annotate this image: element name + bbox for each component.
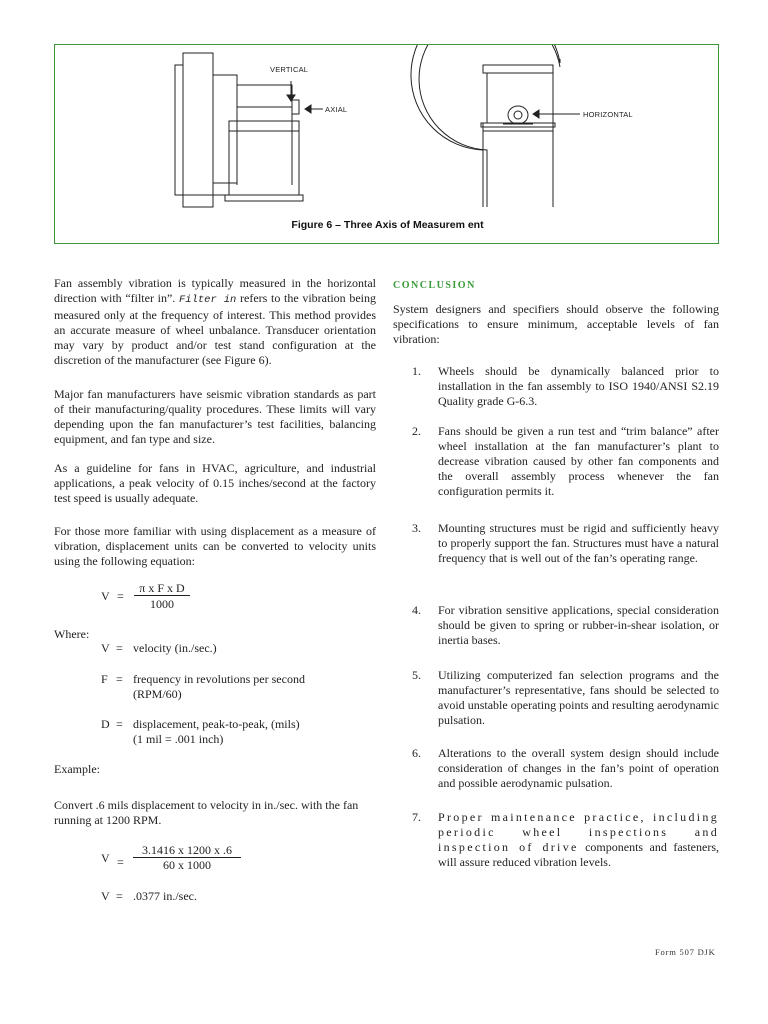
def-d-text-2: (1 mil = .001 inch) <box>133 732 224 746</box>
def-d-symbol: D <box>101 717 110 731</box>
equation-lhs: V <box>101 589 110 603</box>
list-item-7-text: Proper maintenance practice, including periodic wheel inspections and inspection of drive components and fasteners, will assure reduced vibration levels. <box>438 810 719 869</box>
paragraph-seismic-standards: Major fan manufacturers have seismic vibration standards as part of their manufacturing/quality procedures. These limits will vary depending upon the fan manufacturer’s test facilities, balancing equipment, and fan type and size. <box>54 387 376 446</box>
example-label: Example: <box>54 762 100 776</box>
def-v-equals: = <box>116 641 123 655</box>
list-item-4-text: For vibration sensitive applications, special consideration should be given to spring or rubber-in-shear isolation, or inertia bases. <box>438 603 719 647</box>
vertical-arrow <box>287 81 295 101</box>
def-d-equals: = <box>116 717 123 731</box>
list-item-3-number: 3. <box>412 521 421 535</box>
list-item-6-number: 6. <box>412 746 421 760</box>
list-item-7-number: 7. <box>412 810 421 824</box>
def-v-text: velocity (in./sec.) <box>133 641 217 655</box>
result-lhs: V <box>101 889 110 903</box>
def-f-symbol: F <box>101 672 108 686</box>
result-value: .0377 in./sec. <box>133 889 197 903</box>
label-axial: AXIAL <box>325 105 348 114</box>
def-f-equals: = <box>116 672 123 686</box>
def-v-symbol: V <box>101 641 110 655</box>
list-item-5-text: Utilizing computerized fan selection programs and the manufacturer’s representative, fans should be selected to avoid unstable operating points and resulting aerodynamic pulsation. <box>438 668 719 727</box>
paragraph-displacement: For those more familiar with using displacement as a measure of vibration, displacement units can be converted to velocity units using the following equation: <box>54 524 376 568</box>
fraction-line <box>134 595 190 596</box>
horizontal-arrow <box>533 110 580 118</box>
paragraph-guideline: As a guideline for fans in HVAC, agriculture, and industrial applications, a peak velocity of 0.15 inches/second at the factory test speed is usually adequate. <box>54 461 376 505</box>
example-equation-numerator: 3.1416 x 1200 x .6 <box>142 843 232 857</box>
conclusion-heading: CONCLUSION <box>393 280 476 291</box>
equation-equals: = <box>117 589 124 603</box>
fan-diagram <box>55 45 720 215</box>
list-item-5-number: 5. <box>412 668 421 682</box>
def-f-text: frequency in revolutions per second <box>133 672 305 686</box>
label-vertical: VERTICAL <box>270 65 309 74</box>
example-equation-denominator: 60 x 1000 <box>163 858 211 872</box>
figure-box <box>54 44 719 244</box>
example-equation-equals: = <box>117 855 124 869</box>
list-item-1-number: 1. <box>412 364 421 378</box>
list-item-3-text: Mounting structures must be rigid and sufficiently heavy to properly support the fan. Structures must have a natural frequency that is well out of the fan’s operating range. <box>438 521 719 565</box>
result-equals: = <box>116 889 123 903</box>
paragraph-filter-in: Fan assembly vibration is typically measured in the horizontal direction with “filter in”. Filter in refers to the vibration being measured only at the frequency of interest. This method provides an accurate measure of wheel unbalance. Transducer orientation may vary by product and/or test stand configuration at the discretion of the manufacturer (see Figure 6). <box>54 276 376 367</box>
list-item-2-number: 2. <box>412 424 421 438</box>
footer-form-number: Form 507 DJK <box>655 947 716 957</box>
label-horizontal: HORIZONTAL <box>583 110 633 119</box>
def-d-text: displacement, peak-to-peak, (mils) <box>133 717 300 731</box>
fan-side-view <box>175 53 303 207</box>
list-item-2-text: Fans should be given a run test and “trim balance” after wheel installation at the fan manufacturer’s plant to decrease vibration caused by other fan components and the overall assembly process whenever the fan configuration permits it. <box>438 424 719 498</box>
def-f-text-2: (RPM/60) <box>133 687 182 701</box>
figure-caption: Figure 6 – Three Axis of Measurem ent <box>291 219 484 231</box>
conclusion-intro: System designers and specifiers should observe the following specifications to ensure minimum, acceptable levels of fan vibration: <box>393 302 719 346</box>
fan-front-view <box>411 45 560 207</box>
equation-numerator: π x F x D <box>139 581 185 595</box>
list-item-1-text: Wheels should be dynamically balanced prior to installation in the fan assembly to ISO 1940/ANSI S2.19 Quality grade G-6.3. <box>438 364 719 408</box>
paragraph-convert: Convert .6 mils displacement to velocity in in./sec. with the fan running at 1200 RPM. <box>54 798 359 827</box>
example-equation-lhs: V <box>101 851 110 865</box>
filter-in-term: Filter in <box>178 294 237 306</box>
where-label: Where: <box>54 627 90 641</box>
equation-denominator: 1000 <box>150 597 174 611</box>
list-item-4-number: 4. <box>412 603 421 617</box>
axial-arrow <box>305 105 323 113</box>
list-item-6-text: Alterations to the overall system design should include consideration of changes in the fan’s point of operation and possible aerodynamic pulsation. <box>438 746 719 790</box>
